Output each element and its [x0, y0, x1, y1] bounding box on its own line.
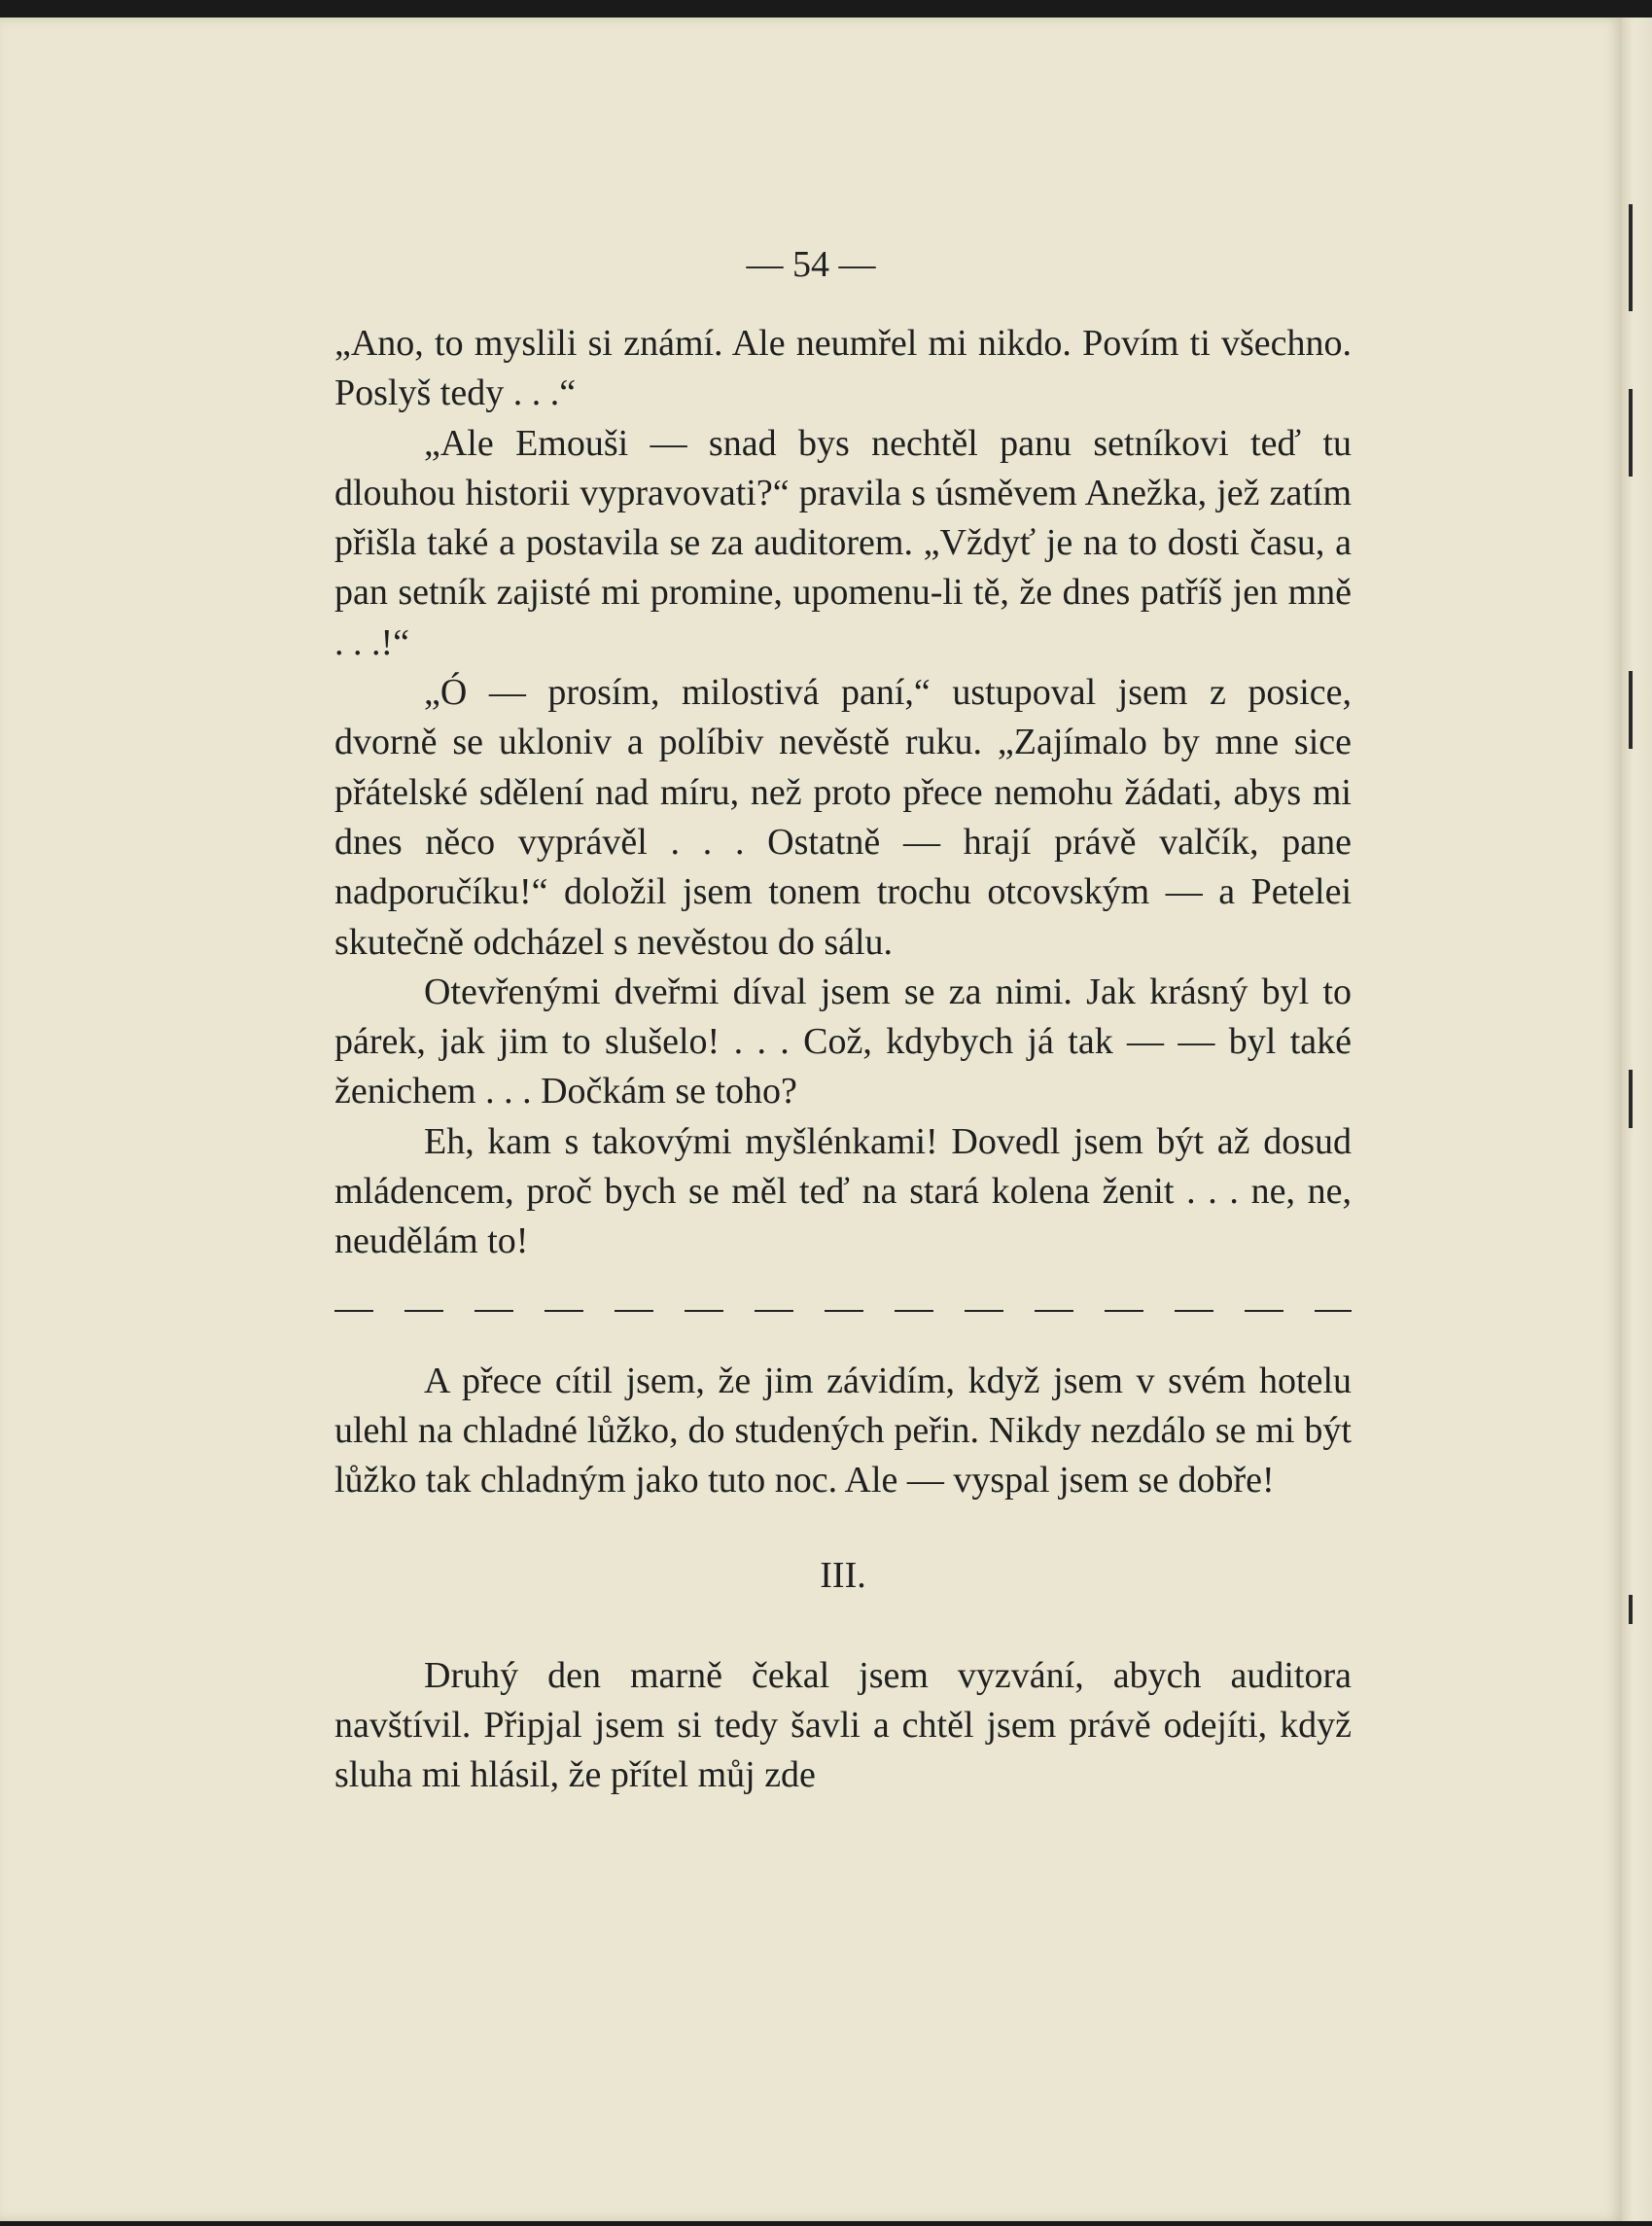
- page-number: — 54 —: [746, 244, 876, 285]
- paragraph: Druhý den marně čekal jsem vyzvání, abych auditora navštívil. Připjal jsem si tedy šavli a chtěl jsem právě odejíti, když sluha mi hlásil, že přítel můj zde: [334, 1654, 1352, 1796]
- paragraph: A přece cítil jsem, že jim závidím, když jsem v svém hotelu ulehl na chladné lůžko, do studených peřin. Nikdy nezdálo se mi být lůžko tak chladným jako tuto noc. Ale — vyspal jsem se dobře!: [334, 1360, 1352, 1502]
- paragraph: „Ó — prosím, milostivá paní,“ ustupoval jsem z posice, dvorně se ukloniv a políbiv nevěstě ruku. „Zajímalo by mne sice přátelské sdělení nad míru, než proto přece nemohu žádati, abys mi dnes něco vyprávěl . . . Ostatně — hrají právě valčík, pane nadporučíku!“ doložil jsem tonem trochu otcovským — a Petelei skutečně odcházel s nevěstou do sálu.: [334, 672, 1352, 963]
- text-block: [334, 319, 1352, 1801]
- section-break-rule: [334, 1310, 1352, 1312]
- paragraph: „Ano, to myslili si známí. Ale neumřel mi nikdo. Povím ti všechno. Poslyš tedy . . .“: [334, 323, 1352, 414]
- edge-mark: [1629, 389, 1633, 477]
- paragraph: Eh, kam s takovými myšlénkami! Dovedl jsem být až dosud mládencem, proč bych se měl teď na stará kolena ženit . . . ne, ne, neudělám to!: [334, 1120, 1352, 1262]
- paragraph: Otevřenými dveřmi díval jsem se za nimi. Jak krásný byl to párek, jak jim to slušelo! . . . Což, kdybych já tak — — byl také ženichem . . . Dočkám se toho?: [334, 971, 1352, 1113]
- edge-mark: [1629, 671, 1633, 749]
- paragraph: „Ale Emouši — snad bys nechtěl panu setníkovi teď tu dlouhou historii vypravovati?“ pravila s úsměvem Anežka, jež zatím přišla také a postavila se za auditorem. „Vždyť je na to dosti času, a pan setník zajisté mi promine, upomenu-li tě, že dnes patříš jen mně . . .!“: [334, 422, 1352, 663]
- edge-mark: [1629, 1070, 1633, 1128]
- edge-mark: [1629, 204, 1633, 311]
- edge-mark: [1629, 1595, 1633, 1624]
- section-heading: III.: [820, 1554, 866, 1596]
- page-edge: [1622, 18, 1652, 2221]
